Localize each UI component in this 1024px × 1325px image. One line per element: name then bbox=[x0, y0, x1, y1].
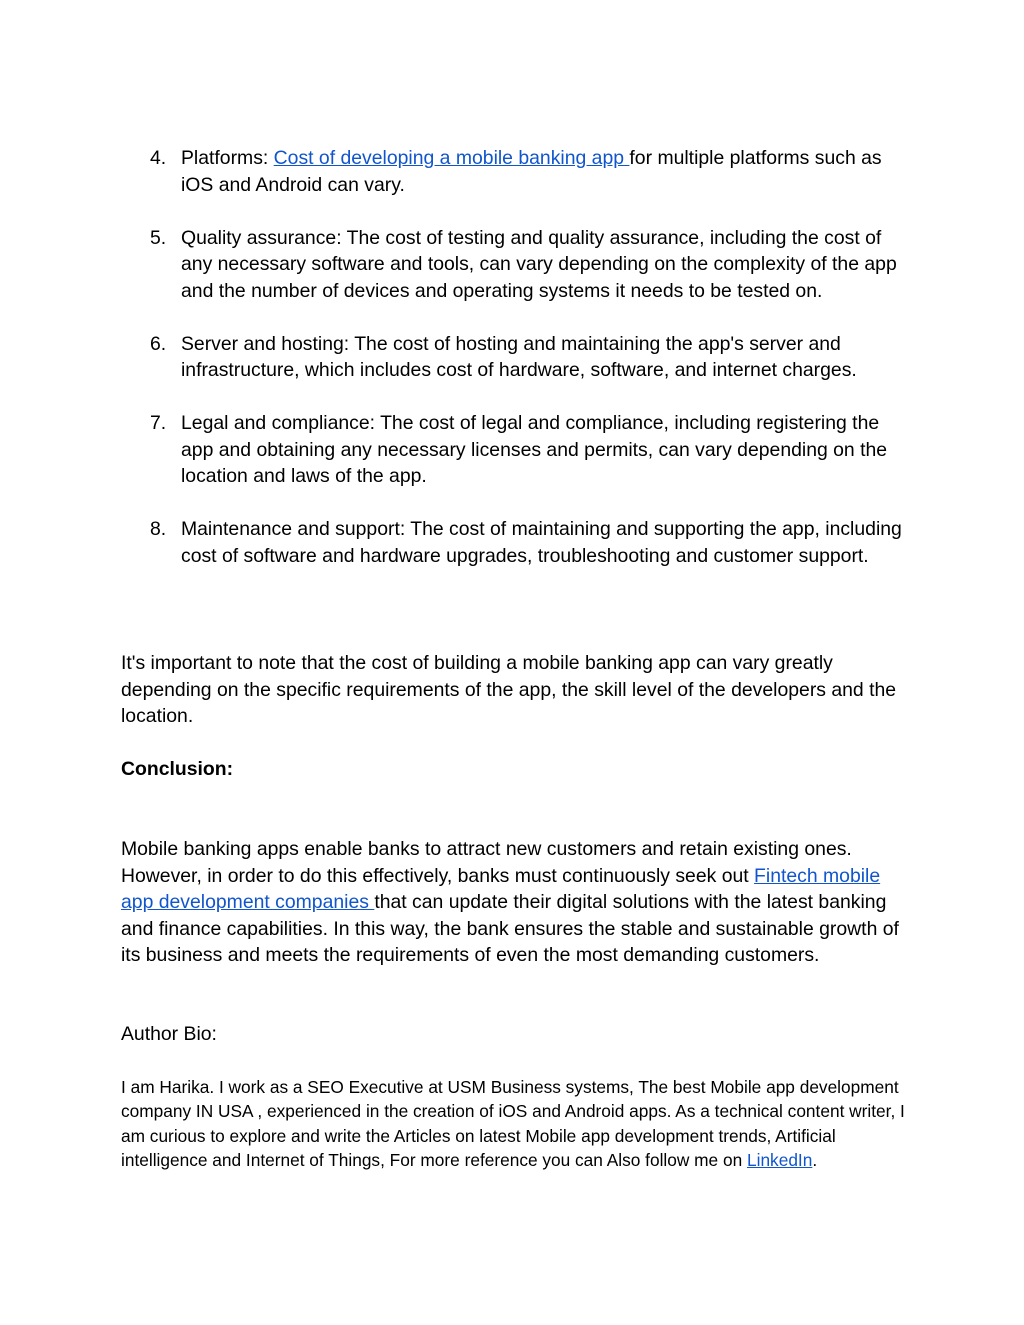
author-bio-text: I am Harika. I work as a SEO Executive at USM Business systems, The best Mobile app development company IN USA , experienced in the creation of iOS and Android apps. As a technical content writer, I am curious to explore and write the Articles on latest Mobile app development trends, Artificial intelligence and Internet of Things, For more reference you can Also follow me on bbox=[121, 1077, 905, 1171]
author-bio-paragraph bbox=[121, 1075, 911, 1173]
list-item-quality-assurance bbox=[0, 225, 1024, 305]
list-item-platforms bbox=[0, 145, 1024, 198]
list-item-legal-compliance bbox=[0, 410, 1024, 490]
conclusion-heading: Conclusion: bbox=[121, 758, 234, 780]
list-text: Quality assurance: The cost of testing and quality assurance, including the cost of any necessary software and tools, can vary depending on the complexity of the app and the number of devices and operating systems it needs to be tested on. bbox=[181, 226, 897, 302]
cost-factors-list bbox=[0, 145, 1024, 596]
list-number: 6. bbox=[150, 332, 167, 355]
author-bio-text: . bbox=[812, 1150, 818, 1171]
list-text: Maintenance and support: The cost of maintaining and supporting the app, including cost of software and hardware upgrades, troubleshooting and customer support. bbox=[181, 518, 902, 567]
author-bio-heading: Author Bio: bbox=[121, 1023, 217, 1045]
list-text: Legal and compliance: The cost of legal and compliance, including registering the app and obtaining any necessary licenses and permits, can vary depending on the location and laws of the app. bbox=[181, 412, 888, 487]
linkedin-link[interactable]: LinkedIn bbox=[747, 1150, 813, 1171]
conclusion-text: that can update their digital solutions with the latest banking and finance capabilities. In this way, the bank ensures the stable and sustainable growth of its business and meets the requirements of even the most demanding customers. bbox=[121, 891, 899, 966]
list-number: 4. bbox=[150, 147, 167, 169]
list-item-maintenance-support bbox=[0, 516, 1024, 569]
fintech-companies-link[interactable]: Fintech mobile app development companies bbox=[121, 864, 881, 913]
list-text: Server and hosting: The cost of hosting and maintaining the app's server and infrastructure, which includes cost of hardware, software, and internet charges. bbox=[181, 332, 857, 381]
conclusion-paragraph bbox=[121, 836, 911, 969]
list-text: Platforms: bbox=[181, 147, 274, 169]
cost-of-developing-link[interactable]: Cost of developing a mobile banking app bbox=[273, 147, 630, 169]
list-number: 8. bbox=[150, 518, 167, 540]
list-text: for multiple platforms such as iOS and Android can vary. bbox=[181, 147, 882, 196]
list-number: 5. bbox=[150, 226, 167, 249]
conclusion-text: Mobile banking apps enable banks to attract new customers and retain existing ones. However, in order to do this effectively, banks must continuously seek out bbox=[121, 838, 852, 887]
note-paragraph: It's important to note that the cost of building a mobile banking app can vary greatly depending on the specific requirements of the app, the skill level of the developers and the location. bbox=[121, 652, 897, 727]
list-item-server-hosting bbox=[0, 331, 1024, 384]
list-number: 7. bbox=[150, 412, 167, 434]
